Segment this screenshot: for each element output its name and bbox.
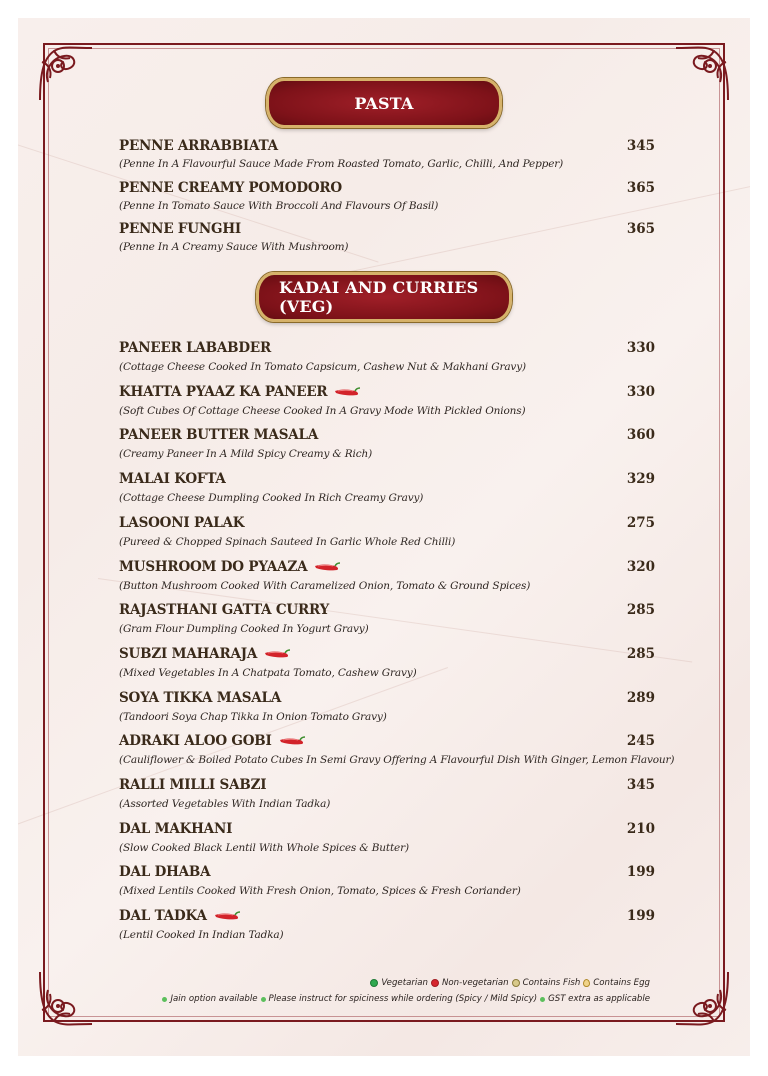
menu-item-description: (Assorted Vegetables With Indian Tadka) [119,798,331,810]
menu-item-name [119,777,266,793]
menu-item-name-text: DAL TADKA [119,908,207,925]
menu-item-description: (Mixed Vegetables In A Chatpata Tomato, Cashew Gravy) [119,666,417,679]
menu-item-price: 360 [626,427,655,444]
menu-item-name [119,471,226,487]
menu-item-description: (Penne In A Flavourful Sauce Made From Roasted Tomato, Garlic, Chilli, And Pepper) [119,158,564,170]
legend-fish: Contains Fish [522,978,581,988]
menu-item-price: 330 [626,340,655,356]
fish-icon [512,979,520,987]
corner-ornament-icon [670,966,734,1030]
chili-spicy-icon [313,561,341,573]
menu-item-description: (Cottage Cheese Cooked In Tomato Capsicum, Cashew Nut & Makhani Gravy) [119,361,526,373]
chili-spicy-icon [333,386,361,398]
chili-spicy-icon [263,648,291,660]
legend-jain: Jain option available [170,994,258,1004]
menu-item-description: (Tandoori Soya Chap Tikka In Onion Tomato Gravy) [119,710,387,723]
legend-veg: Vegetarian [381,978,428,988]
menu-item-name [119,602,329,618]
menu-item-name-text: PENNE FUNGHI [119,221,242,237]
menu-item-name-text: RALLI MILLI SABZI [119,777,267,793]
menu-item-name-text: DAL DHABA [119,864,211,881]
menu-item-name-text: PENNE CREAMY POMODORO [119,179,342,196]
chili-spicy-icon [278,735,306,747]
menu-item-description: (Gram Flour Dumpling Cooked In Yogurt Gravy) [119,623,369,636]
menu-item-name [119,427,318,443]
menu-item-name-text: ADRAKI ALOO GOBI [119,733,272,750]
menu-item-name-text: SUBZI MAHARAJA [119,645,258,662]
menu-item-name-text: DAL MAKHANI [119,820,233,837]
legend-non-veg: Non-vegetarian [442,978,509,988]
menu-item-description: (Creamy Paneer In A Mild Spicy Creamy & Rich) [119,448,373,461]
menu-item-price: 330 [626,383,655,400]
menu-item-name-text: RAJASTHANI GATTA CURRY [119,602,330,619]
bullet-icon [261,997,266,1002]
menu-item-description: (Pureed & Chopped Spinach Sauteed In Garlic Whole Red Chilli) [119,535,456,548]
menu-item-description: (Button Mushroom Cooked With Caramelized Onion, Tomato & Ground Spices) [119,579,531,592]
menu-item-name-text: LASOONI PALAK [119,514,245,531]
menu-item-description: (Slow Cooked Black Lentil With Whole Spices & Butter) [119,841,409,854]
menu-item-price: 365 [626,179,655,196]
menu-item-name [119,180,342,196]
non-veg-icon [431,979,439,987]
menu-item-description: (Cottage Cheese Dumpling Cooked In Rich Creamy Gravy) [119,492,424,505]
menu-item-name [119,864,210,880]
menu-item-price: 199 [626,908,655,925]
legend-egg: Contains Egg [593,978,650,988]
menu-item-name-text: PANEER LABABDER [119,340,271,356]
bullet-icon [162,997,167,1002]
menu-page [18,18,750,1056]
egg-icon [583,979,590,987]
chili-spicy-icon [213,910,241,922]
veg-icon [370,979,378,987]
menu-item-name-text: MUSHROOM DO PYAAZA [119,558,308,575]
legend-spiciness: Please instruct for spiciness while ordering (Spicy / Mild Spicy) [268,994,538,1004]
section-banner-pasta: PASTA [266,78,502,128]
menu-item-name [119,646,291,662]
menu-item-name [119,138,278,154]
menu-item-name-text: SOYA TIKKA MASALA [119,689,282,706]
menu-item-name [119,908,241,924]
corner-ornament-icon [34,42,98,106]
menu-item-price: 345 [626,138,655,154]
menu-item-description: (Penne In A Creamy Sauce With Mushroom) [119,241,349,253]
menu-item-name-text: MALAI KOFTA [119,471,226,488]
menu-item-name [119,221,241,237]
bullet-icon [540,997,545,1002]
menu-item-price: 245 [626,733,655,750]
menu-item-name [119,515,244,531]
menu-item-name [119,821,232,837]
menu-item-name-text: PANEER BUTTER MASALA [119,427,319,444]
menu-item-price: 210 [626,820,655,837]
legend-notes-line [162,994,650,1004]
menu-item-name-text: KHATTA PYAAZ KA PANEER [119,383,328,400]
menu-item-name-text: PENNE ARRABBIATA [119,138,278,154]
menu-item-description: (Penne In Tomato Sauce With Broccoli And Flavours Of Basil) [119,199,439,212]
menu-item-price: 285 [626,645,655,662]
menu-item-description: (Mixed Lentils Cooked With Fresh Onion, Tomato, Spices & Fresh Coriander) [119,885,521,898]
menu-item-price: 285 [626,602,655,619]
legend-diet-line [162,978,650,988]
menu-item-price: 199 [626,864,655,881]
menu-item-name [119,690,281,706]
menu-item-price: 320 [626,558,655,575]
menu-item-description: (Soft Cubes Of Cottage Cheese Cooked In A Gravy Mode With Pickled Onions) [119,404,526,417]
menu-item-name [119,559,341,575]
menu-item-name [119,340,271,356]
menu-item-price: 345 [626,777,655,793]
legend-gst: GST extra as applicable [548,994,650,1004]
corner-ornament-icon [34,966,98,1030]
menu-item-description: (Cauliflower & Boiled Potato Cubes In Semi Gravy Offering A Flavourful Dish With Ginger, Lemon Flavour) [119,754,675,767]
corner-ornament-icon [670,42,734,106]
menu-item-name [119,733,306,749]
section-banner-kadai-curries: KADAI AND CURRIES (VEG) [256,272,512,322]
menu-item-price: 289 [626,689,655,706]
menu-item-price: 365 [626,221,655,237]
legend [162,978,650,1004]
menu-item-description: (Lentil Cooked In Indian Tadka) [119,929,284,942]
menu-item-name [119,384,361,400]
menu-item-price: 275 [626,514,655,531]
menu-item-price: 329 [626,471,655,488]
